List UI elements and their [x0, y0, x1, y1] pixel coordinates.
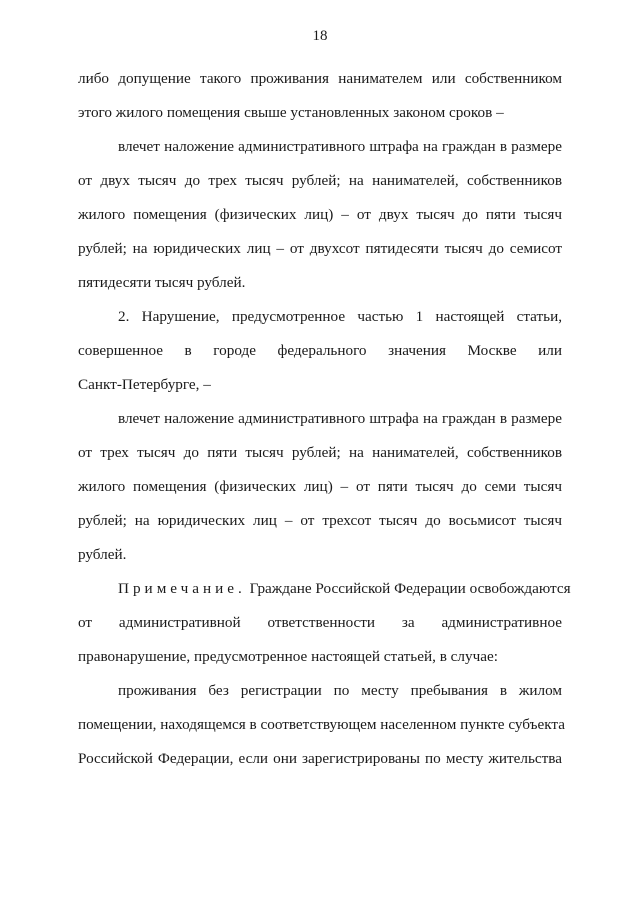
paragraph — [78, 674, 565, 776]
text-line: Российской Федерации, если они зарегистрированы по месту жительства — [78, 750, 562, 767]
text-line: рублей; на юридических лиц – от двухсот пятидесяти тысяч до семисот — [78, 240, 562, 257]
text-line: от двух тысяч до трех тысяч рублей; на нанимателей, собственников — [78, 172, 562, 189]
text-line: Санкт-Петербурге, – — [78, 376, 211, 393]
text-line: помещении, находящемся в соответствующем населенном пункте субъекта — [78, 716, 565, 733]
text-line — [78, 572, 571, 606]
text-line: проживания без регистрации по месту пребывания в жилом — [118, 682, 562, 699]
text-line: правонарушение, предусмотренное настоящей статьей, в случае: — [78, 648, 498, 665]
text-line: пятидесяти тысяч рублей. — [78, 274, 246, 291]
paragraph — [78, 300, 562, 402]
paragraph — [78, 130, 562, 300]
text-line: жилого помещения (физических лиц) – от двух тысяч до пяти тысяч — [78, 206, 562, 223]
text-line: рублей; на юридических лиц – от трехсот тысяч до восьмисот тысяч — [78, 512, 562, 529]
paragraph — [78, 62, 562, 130]
note-text: Граждане Российской Федерации освобождаются — [249, 580, 571, 597]
text-line: этого жилого помещения свыше установленных законом сроков – — [78, 104, 504, 121]
text-line: жилого помещения (физических лиц) – от пяти тысяч до семи тысяч — [78, 478, 562, 495]
text-line: от трех тысяч до пяти тысяч рублей; на нанимателей, собственников — [78, 444, 562, 461]
text-line: совершенное в городе федерального значения Москве или — [78, 342, 562, 359]
page-number: 18 — [312, 28, 328, 44]
text-line: рублей. — [78, 546, 127, 563]
text-line: либо допущение такого проживания нанимателем или собственником — [78, 70, 562, 87]
document-body — [78, 62, 571, 776]
paragraph — [78, 402, 562, 572]
note-label: Примечание. — [118, 580, 246, 597]
text-line: влечет наложение административного штрафа на граждан в размере — [118, 138, 562, 155]
text-line: 2. Нарушение, предусмотренное частью 1 настоящей статьи, — [118, 308, 562, 325]
text-line: от административной ответственности за административное — [78, 614, 562, 631]
note-paragraph — [78, 572, 571, 674]
text-line: влечет наложение административного штрафа на граждан в размере — [118, 410, 562, 427]
